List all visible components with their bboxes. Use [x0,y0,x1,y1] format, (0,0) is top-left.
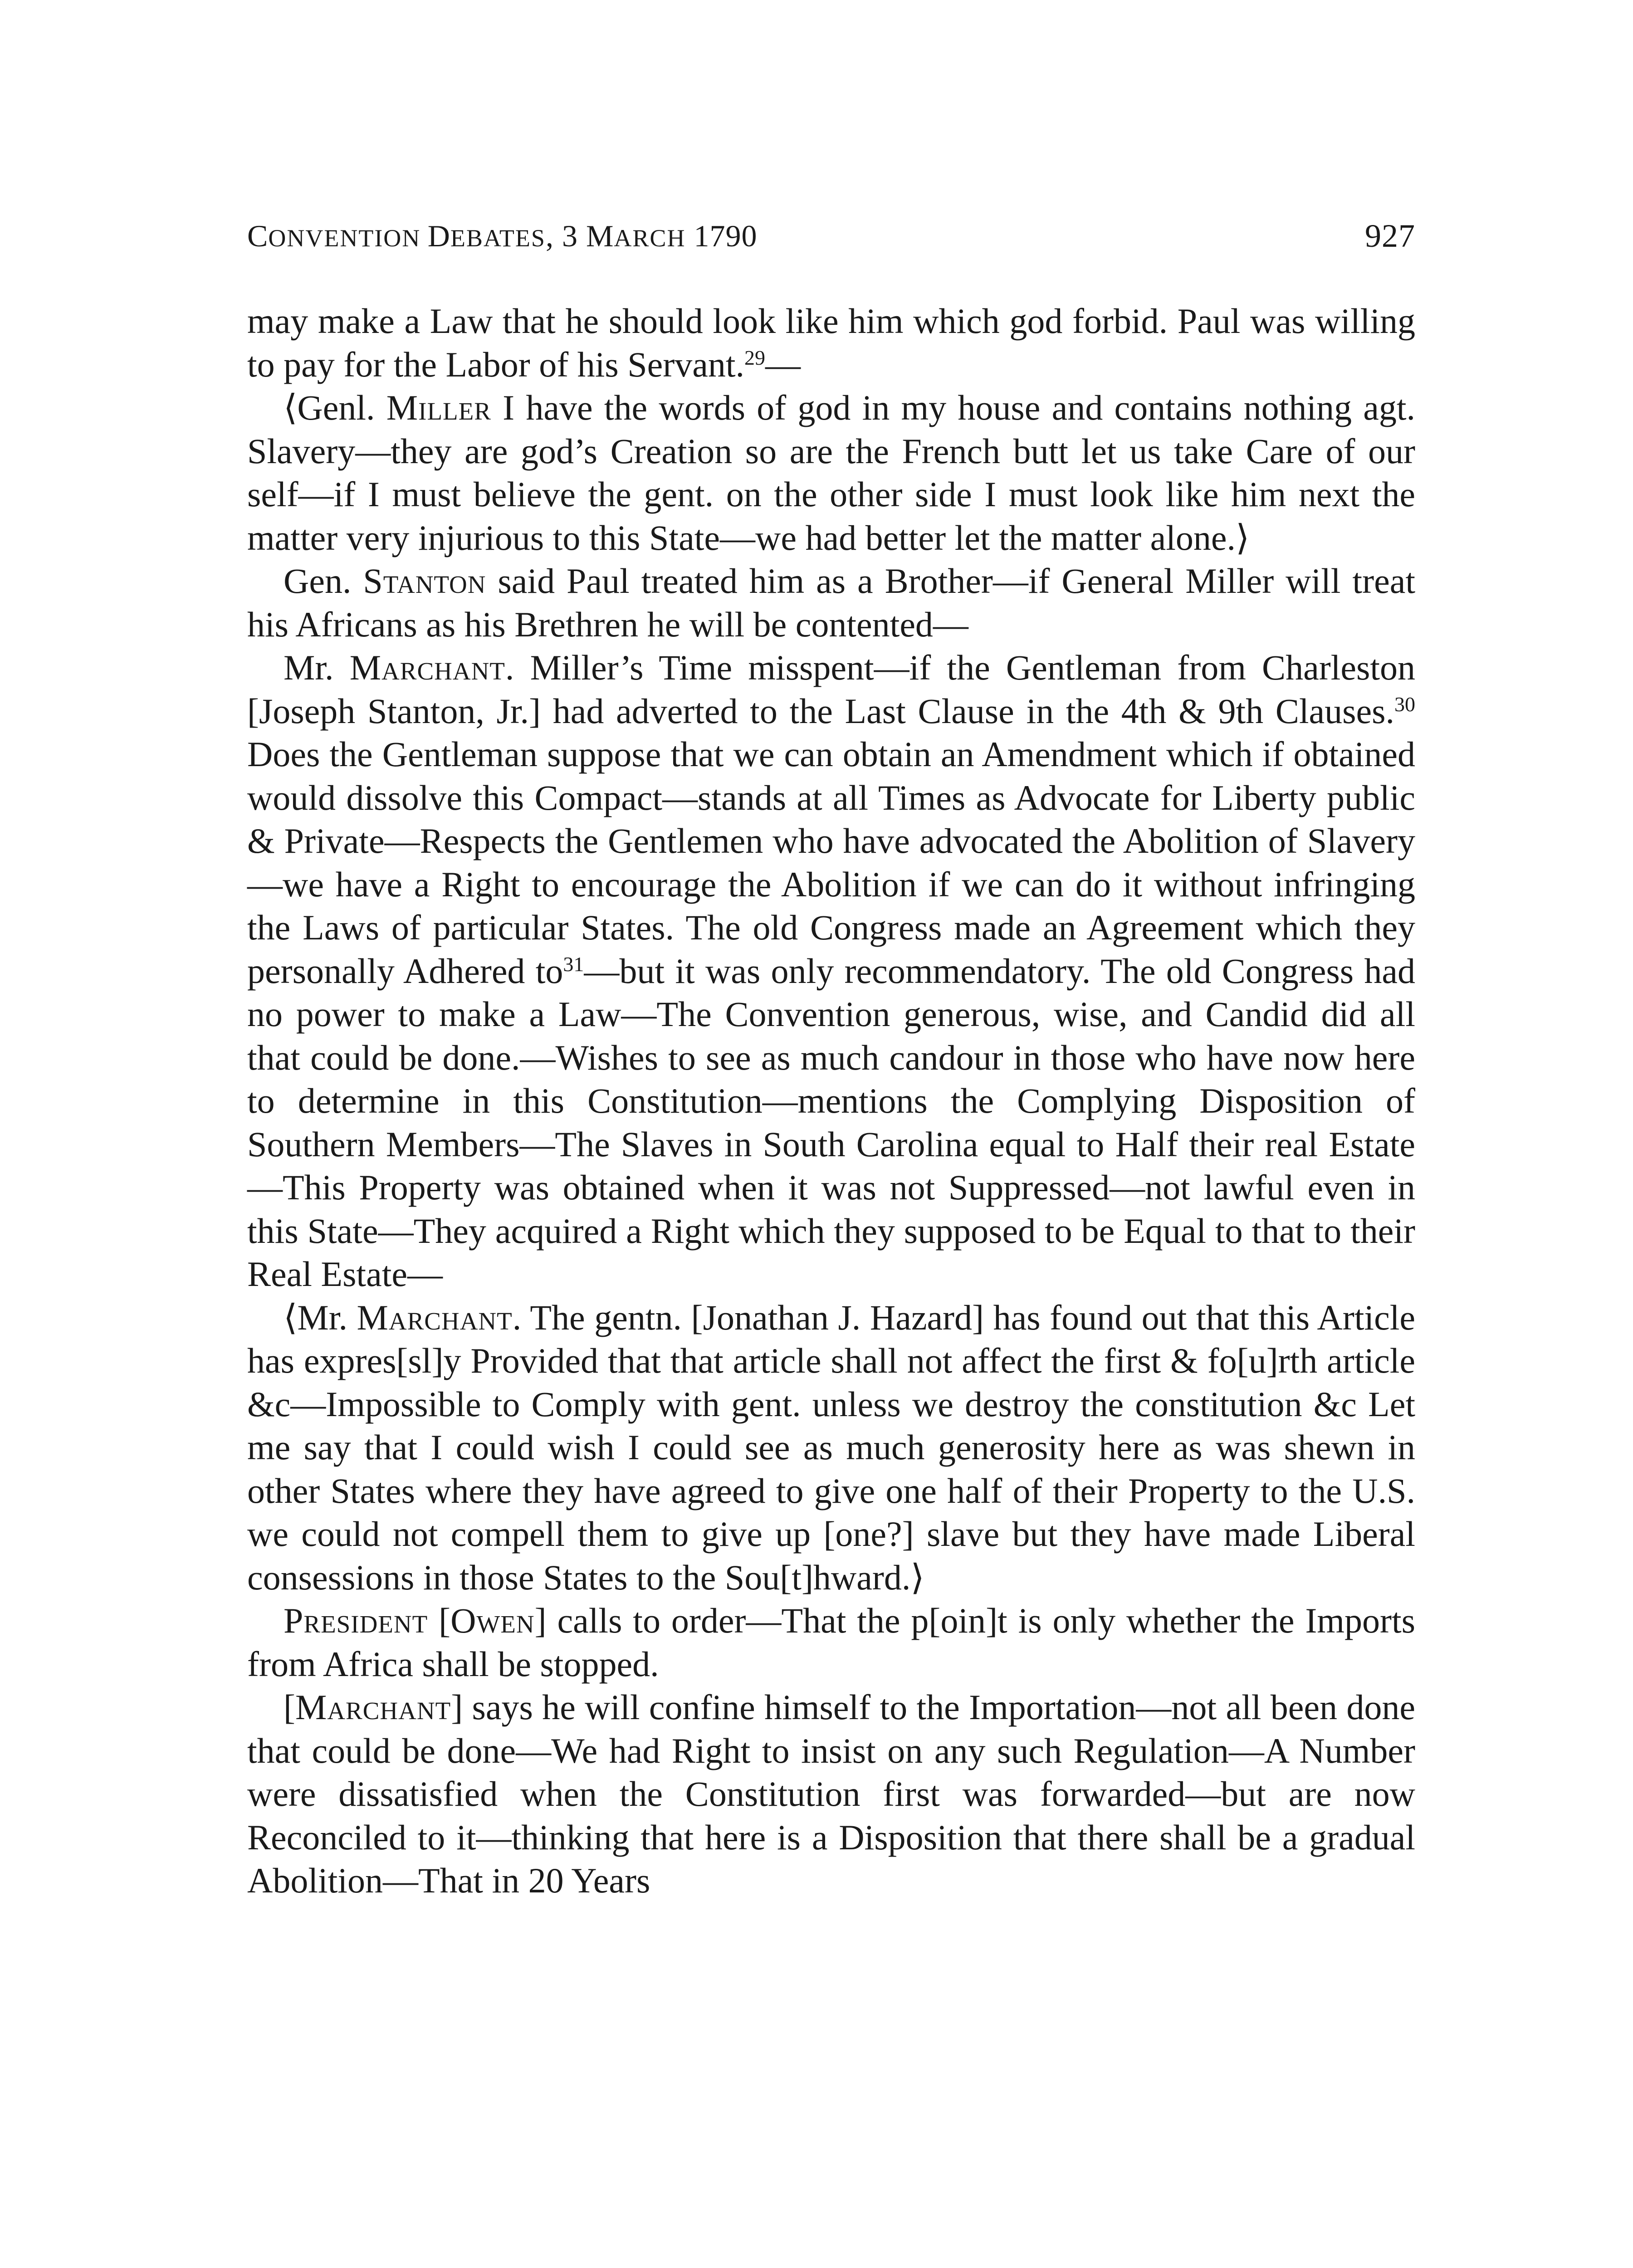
paragraph-6-text: ] calls to order—That the p[oin]t is only whether the Imports from Africa shall be stopped. [247,1601,1415,1684]
footnote-ref-29: 29 [744,346,766,369]
paragraph-1-text: may make a Law that he should look like him which god forbid. Paul was willing to pay for the Labor of his Servant. [247,301,1415,384]
speaker-owen: Owen [450,1601,535,1640]
paragraph-7-text: ] says he will confine himself to the Importation—not all been done that could be done—We had Right to insist on any such Regulation—A Number were dissatisfied when the Constitution first was forwarded—but are now Reconciled to it—thinking that here is a Disposition that there shall be a gradual Abolition—That in 20 Years [247,1687,1415,1900]
speaker-marchant-3: Marchant [295,1687,451,1727]
title-smallcaps: ONVENTION [268,225,428,252]
title-initial-2: D [427,219,450,253]
running-head-title [247,213,757,261]
paragraph-1-tail: — [765,344,801,384]
title-smallcaps-2: EBATES [450,225,546,252]
paragraph-4-text-a: . Miller’s Time misspent—if the Gentleman from Charleston [Joseph Stanton, Jr.] had adverted to the Last Clause in the 4th & 9th Clauses. [247,648,1415,731]
paragraph-4-open: Mr. [284,648,350,687]
paragraph-2-open: ⟨Genl. [284,388,386,427]
speaker-marchant-2: Marchant [357,1297,513,1337]
paragraph-4 [247,646,1415,1296]
paragraph-3-text: said Paul treated him as a Brother—if General Miller will treat his Africans as his Brethren he will be contented— [247,561,1415,644]
title-month-smallcaps: ARCH [614,225,686,252]
paragraph-5 [247,1296,1415,1599]
footnote-ref-30: 30 [1394,692,1415,716]
paragraph-6 [247,1599,1415,1686]
paragraph-3-open: Gen. [284,561,363,601]
speaker-president: President [284,1601,428,1640]
paragraph-5-text: . The gentn. [Jonathan J. Hazard] has found out that this Article has expres[sl]y Provided that that article shall not affect the first & fo[u]rth article &c—Impossible to Comply with gent. unless we destroy the constitution &c Let me say that I could wish I could see as much generosity here as was shewn in other States where they have agreed to give one half of their Property to the U.S. we could not compell them to give up [one?] slave but they have made Liberal consessions in those States to the Sou[t]hward.⟩ [247,1297,1415,1597]
title-year: 1790 [685,219,758,253]
footnote-ref-31: 31 [563,952,584,976]
title-initial: C [247,219,269,253]
paragraph-7-open: [ [284,1687,295,1727]
paragraph-2 [247,386,1415,559]
body-text [247,299,1415,1902]
speaker-stanton: Stanton [363,561,486,601]
paragraph-2-text: I have the words of god in my house and contains nothing agt. Slavery—they are god’s Creation so are the French butt let us take Care of our self—if I must believe the gent. on the other side I must look like him next the matter very injurious to this State—we had better let the matter alone.⟩ [247,388,1415,557]
paragraph-5-open: ⟨Mr. [284,1297,357,1337]
paragraph-3 [247,559,1415,646]
paragraph-7 [247,1686,1415,1902]
speaker-marchant: Marchant [349,648,505,687]
paragraph-6-bracket: [ [428,1601,451,1640]
page-number: 927 [1365,218,1415,254]
running-head [247,213,1415,259]
paragraph-4-text-c: —but it was only recommendatory. The old Congress had no power to make a Law—The Convention generous, wise, and Candid did all that could be done.—Wishes to see as much candour in those who have now here to determine in this Constitution—mentions the Complying Disposition of Southern Members—The Slaves in South Carolina equal to Half their real Estate—This Property was obtained when it was not Suppressed—not lawful even in this State—They acquired a Right which they supposed to be Equal to that to their Real Estate— [247,951,1415,1294]
paragraph-1 [247,299,1415,386]
speaker-miller: Miller [386,388,491,427]
title-month-initial: M [586,219,614,253]
paragraph-4-text-b: Does the Gentleman suppose that we can obtain an Amendment which if obtained would dissolve this Compact—stands at all Times as Advocate for Liberty public & Private—Respects the Gentlemen who have advocated the Abolition of Slavery—we have a Right to encourage the Abolition if we can do it without infringing the Laws of particular States. The old Congress made an Agreement which they personally Adhered to [247,734,1415,991]
title-date-prefix: , 3 [545,219,586,253]
